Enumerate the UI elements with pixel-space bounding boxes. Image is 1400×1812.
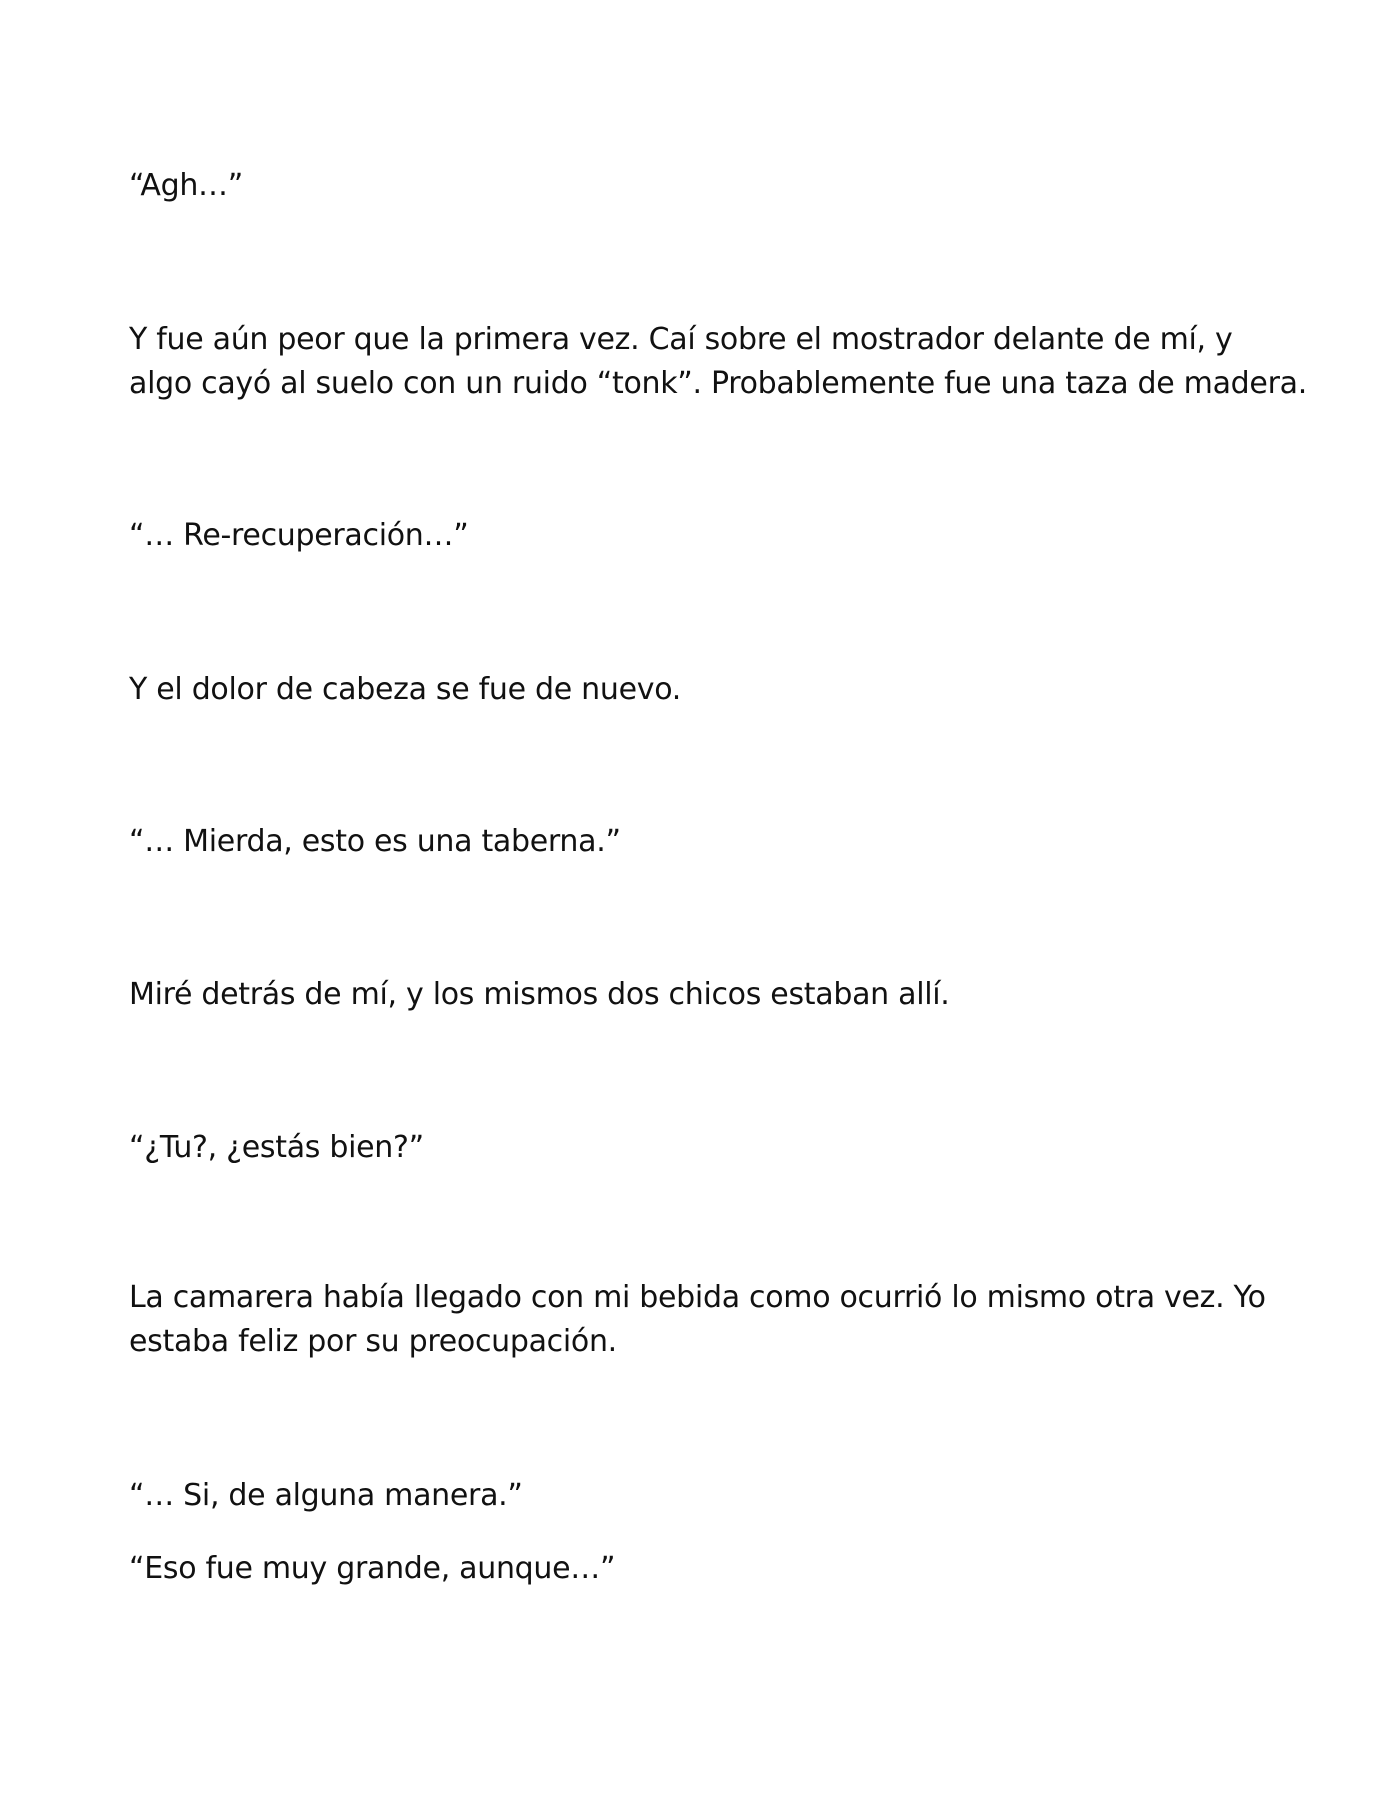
paragraph-1 bbox=[129, 164, 1279, 208]
paragraph-line: algo cayó al suelo con un ruido “tonk”. Probablemente fue una taza de madera. bbox=[129, 366, 1307, 401]
paragraph-8 bbox=[129, 1276, 1279, 1364]
paragraph-9 bbox=[129, 1474, 1279, 1518]
paragraph-line: “Eso fue muy grande, aunque…” bbox=[129, 1551, 616, 1586]
paragraph-7 bbox=[129, 1126, 1279, 1170]
paragraph-line: “Agh…” bbox=[129, 168, 243, 203]
paragraph-5 bbox=[129, 820, 1279, 864]
paragraph-line: “¿Tu?, ¿estás bien?” bbox=[129, 1130, 424, 1165]
paragraph-2 bbox=[129, 318, 1307, 406]
paragraph-3 bbox=[129, 514, 1279, 558]
paragraph-6 bbox=[129, 973, 1279, 1017]
paragraph-line: Y el dolor de cabeza se fue de nuevo. bbox=[129, 672, 681, 707]
paragraph-line: “… Re-recuperación…” bbox=[129, 518, 469, 553]
paragraph-line: Y fue aún peor que la primera vez. Caí sobre el mostrador delante de mí, y bbox=[129, 322, 1233, 357]
paragraph-10 bbox=[129, 1547, 1279, 1591]
paragraph-line: “… Mierda, esto es una taberna.” bbox=[129, 824, 621, 859]
paragraph-line: “… Si, de alguna manera.” bbox=[129, 1478, 523, 1513]
paragraph-line: estaba feliz por su preocupación. bbox=[129, 1324, 617, 1359]
paragraph-line: Miré detrás de mí, y los mismos dos chicos estaban allí. bbox=[129, 977, 950, 1012]
paragraph-line: La camarera había llegado con mi bebida como ocurrió lo mismo otra vez. Yo bbox=[129, 1280, 1266, 1315]
paragraph-4 bbox=[129, 668, 1279, 712]
